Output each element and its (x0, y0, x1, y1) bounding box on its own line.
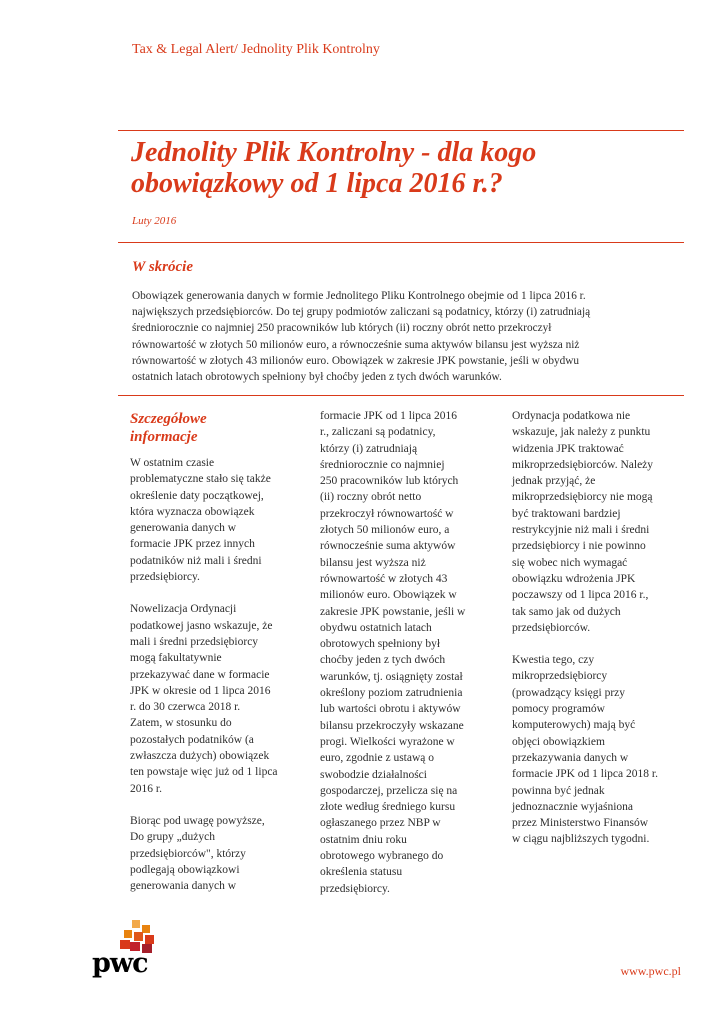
header-breadcrumb: Tax & Legal Alert/ Jednolity Plik Kontrolny (132, 42, 380, 57)
paragraph-line: Kwestia tego, czy (512, 654, 595, 667)
paragraph-line: (prowadzący księgi przy (512, 686, 626, 699)
paragraph-line: bilansu przekroczyły wskazane (320, 719, 464, 732)
paragraph-line: formacie JPK od 1 lipca 2018 r. (512, 768, 658, 781)
details-heading-line-1: Szczegółowe (130, 411, 207, 427)
paragraph-line: mikroprzedsiębiorcy nie mogą (512, 491, 653, 504)
paragraph-line: podatników niż mali i średni (130, 554, 262, 567)
paragraph-line: przekroczył równowartość w (320, 507, 454, 520)
paragraph-line: generowania danych w (130, 522, 237, 535)
page-title (131, 137, 671, 199)
column-paragraphs (512, 408, 692, 848)
paragraph-line: powinna być jednak (512, 784, 605, 797)
paragraph-line: złotych 50 milionów euro, a (320, 524, 450, 537)
pwc-logo-wordmark: pwc (92, 948, 148, 979)
paragraph-line: określony poziom zatrudnienia (320, 687, 463, 700)
column-paragraphs (130, 455, 298, 894)
paragraph-line: Zatem, w stosunku do (130, 717, 232, 730)
details-column-3 (512, 408, 692, 864)
paragraph (130, 813, 298, 894)
title-top-rule (118, 130, 684, 131)
paragraph-line: Ordynacja podatkowa nie (512, 410, 631, 422)
paragraph-line: mikroprzedsiębiorców. Należy (512, 458, 654, 471)
paragraph-line: przedsiębiorcy i nie powinno (512, 540, 646, 553)
paragraph-line: JPK w okresie od 1 lipca 2016 (130, 684, 271, 697)
paragraph-line: formacie JPK przez innych (130, 538, 255, 551)
paragraph-line: obowiązku wdrożenia JPK (512, 572, 636, 585)
summary-heading: W skrócie (132, 259, 193, 275)
paragraph-line: r., zaliczani są podatnicy, (320, 426, 436, 439)
paragraph-line: obydwu ostatnich latach (320, 621, 432, 634)
paragraph (512, 408, 692, 636)
paragraph-line: formacie JPK od 1 lipca 2016 (320, 410, 458, 422)
paragraph-line: jednak przyjąć, że (512, 475, 596, 488)
title-line-1: Jednolity Plik Kontrolny - dla kogo (131, 137, 537, 168)
paragraph-line: zakresie JPK powstanie, jeśli w (320, 605, 466, 618)
paragraph-line: lub wartości obrotu i aktywów (320, 703, 461, 716)
paragraph-line: średniorocznie co najmniej (320, 458, 445, 471)
paragraph-line: mikroprzedsiębiorcy (512, 670, 608, 683)
summary-line: średniorocznie co najmniej 250 pracowników lub których (ii) roczny obrót netto przekroczył (132, 322, 552, 335)
paragraph-line: mali i średni przedsiębiorcy (130, 635, 259, 648)
paragraph-line: warunków, tj. osiągnięty został (320, 670, 463, 683)
paragraph (512, 652, 692, 848)
paragraph-line: ogłaszanego przez NBP w (320, 817, 441, 830)
summary-bottom-rule (118, 395, 684, 396)
summary-line: ostatnich latach obrotowych spełniony był choćby jeden z tych dwóch warunków. (132, 371, 502, 384)
paragraph-line: choćby jeden z tych dwóch (320, 654, 446, 667)
paragraph-line: jednoznacznie wyjaśniona (512, 800, 634, 813)
paragraph-line: mogą fakultatywnie (130, 652, 222, 665)
paragraph-line: W ostatnim czasie (130, 457, 215, 469)
paragraph-line: określenia statusu (320, 866, 403, 879)
column-paragraphs (320, 408, 495, 897)
paragraph-line: gospodarczej, przelicza się na (320, 784, 458, 797)
paragraph-line: przedsiębiorców", którzy (130, 847, 246, 860)
paragraph-line: być traktowani bardziej (512, 507, 621, 520)
pwc-logo (92, 920, 162, 980)
paragraph (130, 601, 298, 797)
paragraph-line: ostatnim dniu roku (320, 833, 407, 846)
paragraph-line: r. do 30 czerwca 2018 r. (130, 701, 241, 714)
summary-line: równowartość w złotych 50 milionów euro, a równocześnie suma aktywów bilansu jest wyższa niż (132, 338, 580, 351)
summary-text (132, 288, 680, 385)
paragraph-line: problematyczne stało się także (130, 473, 271, 486)
paragraph-line: przez Ministerstwo Finansów (512, 817, 649, 830)
paragraph-line: swobodzie działalności (320, 768, 427, 781)
paragraph-line: przedsiębiorców. (512, 621, 591, 634)
paragraph-line: podatkowej jasno wskazuje, że (130, 619, 273, 632)
paragraph-line: 2016 r. (130, 782, 162, 795)
paragraph-line: (ii) roczny obrót netto (320, 491, 422, 504)
paragraph (320, 408, 495, 897)
paragraph-line: obrotowych spełniony był (320, 638, 441, 651)
paragraph-line: równocześnie suma aktywów (320, 540, 456, 553)
paragraph-line: obrotowego wybranego do (320, 850, 444, 863)
summary-line: równowartość w złotych 43 milionów euro. Obowiązek w zakresie JPK powstanie, jeśli w obydwu (132, 354, 580, 367)
paragraph-line: wskazuje, jak należy z punktu (512, 426, 651, 439)
paragraph-line: euro, zgodnie z ustawą o (320, 752, 435, 765)
paragraph-line: widzenia JPK traktować (512, 442, 624, 455)
paragraph-line: którzy (i) zatrudniają (320, 442, 418, 455)
summary-line: Obowiązek generowania danych w formie Jednolitego Pliku Kontrolnego obejmie od 1 lipca 2016 r. (132, 290, 586, 302)
details-heading (130, 410, 298, 446)
paragraph-line: generowania danych w (130, 880, 237, 893)
paragraph-line: Do grupy „dużych (130, 831, 215, 844)
paragraph-line: złote według średniego kursu (320, 801, 456, 814)
paragraph-line: przedsiębiorcy. (320, 882, 390, 895)
paragraph-line: bilansu jest wyższa niż (320, 556, 426, 569)
paragraph-line: pozostałych podatników (a (130, 733, 254, 746)
summary-line: największych przedsiębiorców. Do tej grupy podmiotów zaliczani są podatnicy, którzy (i) zatrudniają (132, 306, 591, 319)
paragraph-line: która wyznacza obowiązek (130, 505, 255, 518)
paragraph-line: Biorąc pod uwagę powyższe, (130, 814, 265, 827)
paragraph-line: ten powstaje więc już od 1 lipca (130, 766, 278, 779)
paragraph-line: objęci obowiązkiem (512, 735, 605, 748)
paragraph-line: przekazywać dane w formacie (130, 668, 270, 681)
paragraph-line: Nowelizacja Ordynacji (130, 603, 237, 616)
paragraph-line: poczawszy od 1 lipca 2016 r., (512, 589, 649, 602)
paragraph-line: 250 pracowników lub których (320, 475, 459, 488)
title-line-2: obowiązkowy od 1 lipca 2016 r.? (131, 168, 503, 199)
details-column-2 (320, 408, 495, 913)
paragraph-line: tak samo jak od dużych (512, 605, 621, 618)
paragraph-line: podlegają obowiązkowi (130, 863, 240, 876)
paragraph-line: w ciągu najbliższych tygodni. (512, 833, 650, 846)
paragraph-line: przedsiębiorcy. (130, 571, 200, 584)
paragraph-line: równowartość w złotych 43 (320, 572, 448, 585)
paragraph-line: komputerowych) mają być (512, 719, 636, 732)
title-bottom-rule (118, 242, 684, 243)
details-column-1 (130, 410, 298, 910)
paragraph-line: się wobec nich wymagać (512, 556, 628, 569)
footer-url-link[interactable]: www.pwc.pl (620, 964, 681, 978)
paragraph-line: milionów euro. Obowiązek w (320, 589, 457, 602)
paragraph-line: przekazywania danych w (512, 751, 629, 764)
paragraph-line: określenie daty początkowej, (130, 489, 264, 502)
paragraph-line: pomocy programów (512, 703, 605, 716)
paragraph (130, 455, 298, 585)
paragraph-line: restrykcyjnie niż mali i średni (512, 524, 650, 537)
paragraph-line: progi. Wielkości wyrażone w (320, 735, 455, 748)
details-heading-line-2: informacje (130, 429, 198, 445)
paragraph-line: zwłaszcza dużych) obowiązek (130, 750, 270, 763)
publication-date: Luty 2016 (132, 215, 177, 227)
